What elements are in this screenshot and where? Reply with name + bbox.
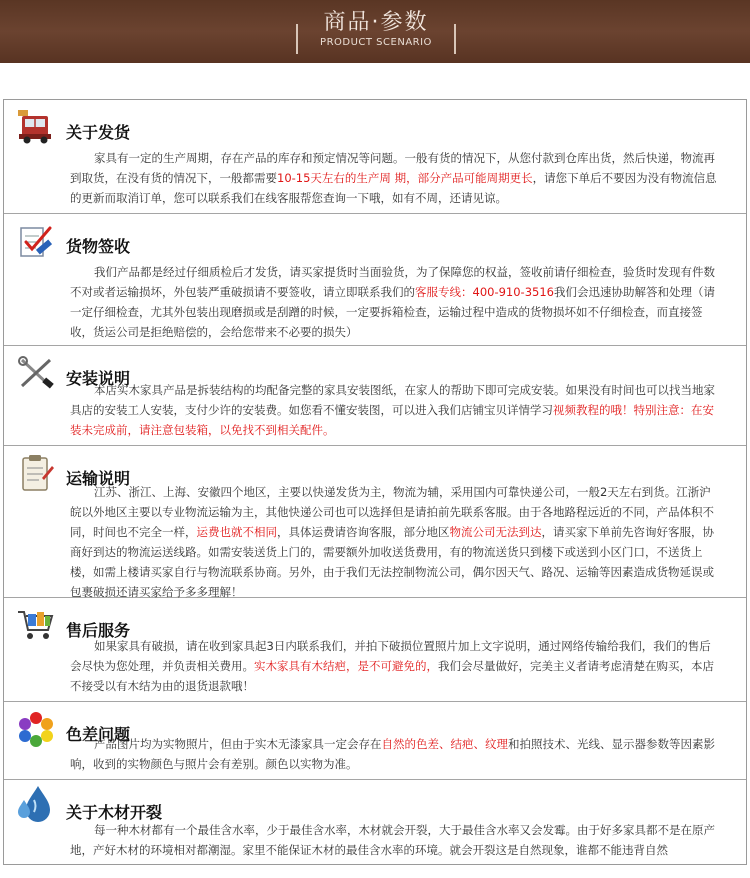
section-body	[70, 380, 720, 440]
tools-icon	[16, 354, 56, 392]
shopping-cart-icon	[16, 606, 56, 644]
section-title: 安装说明	[66, 369, 131, 388]
body-text: 产品图片均为实物照片，但由于实木无漆家具一定会存在	[94, 737, 382, 751]
section-shipping	[4, 100, 746, 214]
section-installation	[4, 346, 746, 446]
highlight-text: 自然的色差、结疤、纹理	[381, 737, 508, 751]
body-text: 我们会迅速协助解答和处理（请一定仔细检查，尤其外包装出现磨损或是刮蹭的时候，一定要拆箱检查，运输过程中造成的货物损坏如不仔细检查，而直接签收，货运公司是拒绝赔偿的，会给您带来不必要的损失）	[70, 285, 715, 339]
body-text: ，请您下单后不要因为没有物流信息的更新而取消订单，您可以联系我们在线客服帮您查询一下哦，如有不周，还请见谅。	[70, 171, 717, 205]
section-body	[70, 636, 720, 696]
header-banner	[0, 0, 750, 63]
section-title: 运输说明	[66, 469, 131, 488]
color-palette-icon	[16, 710, 56, 748]
banner-divider-left	[296, 24, 298, 54]
highlight-text: 物流公司无法到达	[449, 525, 542, 539]
hotline-text: 客服专线：400-910-3516	[415, 285, 554, 299]
section-receipt	[4, 214, 746, 346]
body-text: 如果家具有破损，请在收到家具起3日内联系我们，并拍下破损位置照片加上文字说明，通过网络传输给我们，我们的售后会尽快为您处理，并负责相关费用。	[70, 639, 711, 673]
highlight-text: 视频教程的哦！特别注意：在安装未完成前，请注意包装箱，以免找不到相关配件。	[70, 403, 714, 437]
body-text: ，具体运费请咨询客服，部分地区	[277, 525, 450, 539]
section-body	[70, 820, 720, 860]
section-title: 售后服务	[66, 621, 131, 640]
banner-divider-right	[454, 24, 456, 54]
body-text: 江苏、浙江、上海、安徽四个地区，主要以快递发货为主，物流为辅，采用国内可靠快递公司，一般2天左右到货。江浙沪皖以外地区主要以专业物流运输为主，其他快递公司也可以选择但是请拍前先联系客服。由于各地路程远近的不同，产品体积不同，时间也不完全一样，	[70, 485, 714, 539]
banner-subtitle: PRODUCT SCENARIO	[320, 37, 432, 48]
body-text: 家具有一定的生产周期，存在产品的库存和预定情况等问题。一般有货的情况下，从您付款到仓库出货，然后快递，物流再到取货，在没有货的情况下，一般都需要	[70, 151, 715, 185]
section-body	[70, 148, 720, 208]
section-color-difference	[4, 702, 746, 780]
body-text: 我们产品都是经过仔细质检后才发货，请买家提货时当面验货，为了保障您的权益，签收前请仔细检查，验货时发现有件数不对或者运输损坏，外包装严重破损请不要签收，请立即联系我们的	[70, 265, 715, 299]
section-wood-cracking	[4, 780, 746, 864]
section-title: 色差问题	[66, 725, 131, 744]
clipboard-icon	[16, 454, 56, 492]
info-panel	[3, 99, 747, 865]
highlight-text: 运费也就不相同	[196, 525, 277, 539]
body-text: 本店实木家具产品是拆装结构的均配备完整的家具安装图纸，在家人的帮助下即可完成安装。如果没有时间也可以找当地家具店的安装工人安装，支付少许的安装费。如您看不懂安装图，可以进入我们店铺宝贝详情学习	[70, 383, 715, 417]
section-body	[70, 262, 720, 342]
checklist-icon	[16, 222, 56, 260]
section-title: 关于木材开裂	[66, 803, 163, 822]
highlight-text: 实木家具有木结疤，是不可避免的，	[254, 659, 438, 673]
banner-title: 商品·参数	[323, 10, 429, 35]
section-transport	[4, 446, 746, 598]
section-title: 货物签收	[66, 237, 131, 256]
water-drops-icon	[16, 784, 56, 822]
highlight-text: 10-15天左右的生产周 期，部分产品可能周期更长	[277, 171, 533, 185]
banner-title-block	[306, 10, 446, 56]
body-text: 和拍照技术、光线、显示器参数等因素影响，收到的实物颜色与照片会有差别。颜色以实物为准。	[70, 737, 715, 771]
body-text: 我们会尽量做好，完美主义者请考虑清楚在购买，本店不接受以有木结为由的退货退款哦！	[70, 659, 714, 693]
delivery-truck-icon	[16, 108, 56, 146]
section-title: 关于发货	[66, 123, 131, 142]
section-after-sales	[4, 598, 746, 702]
section-body	[70, 734, 720, 774]
body-text: ，请买家下单前先咨询好客服，协商好到达的物流运送线路。如需安装送货上门的，需要额外加收送货费用，有的物流送货只到楼下或送到小区门口，不送货上楼，如需上楼请买家自行与物流联系协商。另外，由于我们无法控制物流公司，偶尔因天气、路况、运输等因素造成货物延误或包裹破损还请买家给予多多理解！	[70, 525, 714, 599]
body-text: 每一种木材都有一个最佳含水率，少于最佳含水率，木材就会开裂，大于最佳含水率又会发霉。由于好多家具都不是在原产地，产好木材的环境相对都潮湿。家里不能保证木材的最佳含水率的环境。就会开裂这是自然现象，谁都不能违背自然	[70, 823, 715, 857]
section-body	[70, 482, 720, 602]
